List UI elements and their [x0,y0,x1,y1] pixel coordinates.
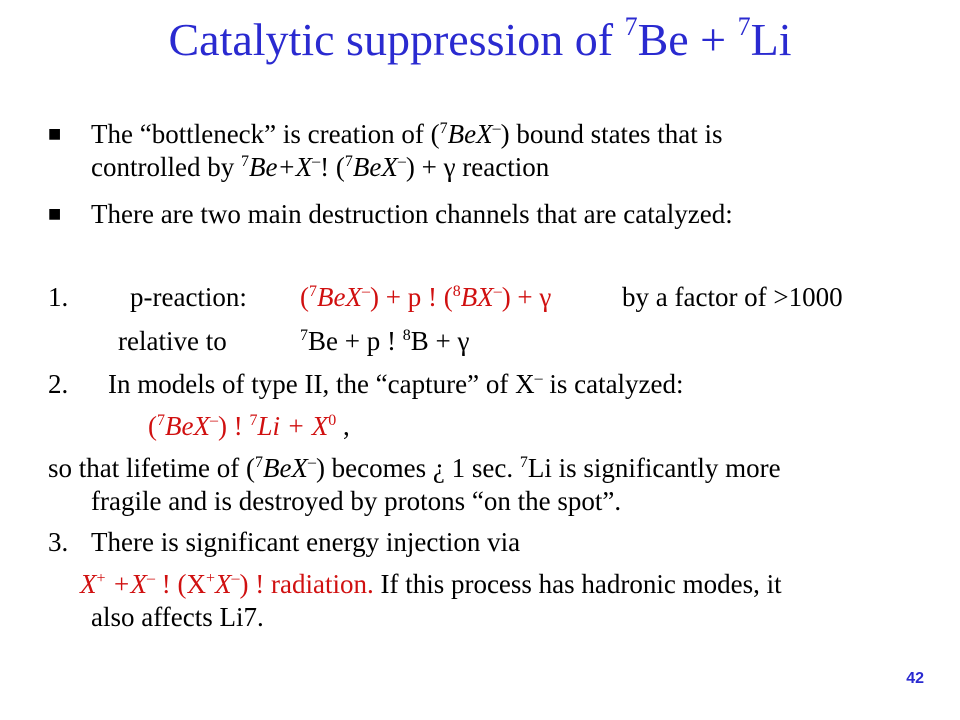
item-1-reaction: ($^7$BeX–) + p ! ($^8$BX–) + γ [300,282,552,312]
bullet-square-icon: ■ [48,206,62,222]
item-1-label: p-reaction: [130,282,247,312]
bullet-square-icon: ■ [48,126,62,142]
item-1-factor: by a factor of >1000 [622,282,843,312]
item-3-reaction-line: X+ +X– ! (X+X–) ! radiation. If this process has hadronic modes, it [80,569,782,599]
slide-title: Catalytic suppression of $^7$Be + $^7$Li [168,12,792,65]
item-1-number: 1. [48,282,69,312]
item-2-number: 2. [48,369,69,399]
bullet-1-line-2: controlled by $^7$Be+X–! ($^7$BeX–) + γ reaction [91,152,550,182]
item-3-number: 3. [48,527,69,557]
item-2-text: In models of type II, the “capture” of X– is catalyzed: [108,369,684,399]
bullet-2-text: There are two main destruction channels that are catalyzed: [91,199,733,229]
item-1-relative-reaction: $^7$Be + p ! $^8$B + γ [300,326,470,356]
lifetime-line-2: fragile and is destroyed by protons “on the spot”. [91,486,622,516]
item-3-text: There is significant energy injection via [91,527,521,557]
lifetime-line-1: so that lifetime of ($^7$BeX–) becomes ¿ 1 sec. $^7$Li is significantly more [48,453,781,483]
bullet-1-line-1: The “bottleneck” is creation of ($^7$BeX–) bound states that is [91,119,723,149]
item-3-line-2: also affects Li7. [91,602,264,632]
item-2-reaction: ($^7$BeX–) ! $^7Li + X^0$ , [148,411,350,441]
item-1-relative-label: relative to [118,326,227,356]
page-number: 42 [906,670,924,687]
